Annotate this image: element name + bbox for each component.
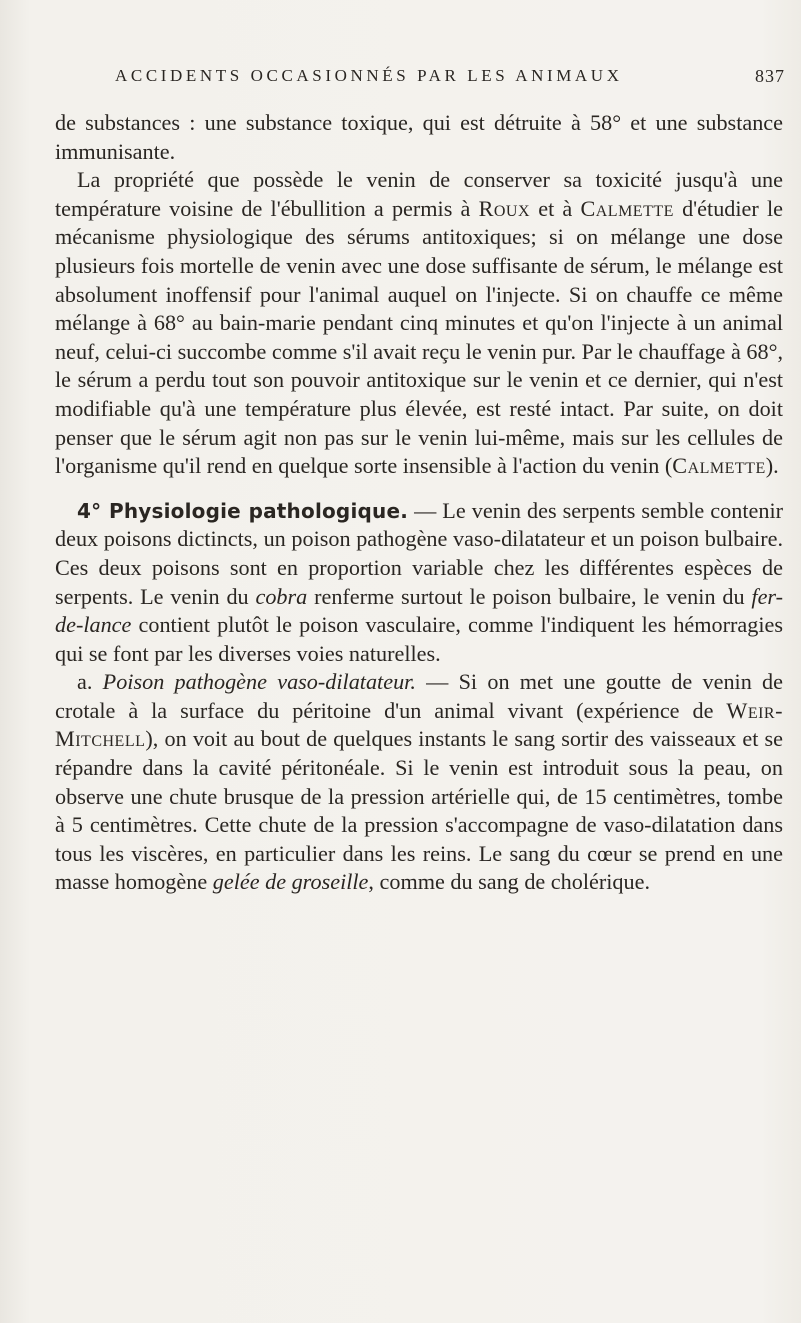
text-span: — Si on met une goutte de venin de crotale à la surface du péritoine d'un animal vivant (expérience de [55, 669, 783, 723]
running-title: ACCIDENTS OCCASIONNÉS PAR LES ANIMAUX [115, 66, 623, 85]
page-number: 837 [755, 66, 785, 86]
text-span: , comme du sang de cholérique. [368, 869, 650, 895]
text-span: d'étudier le mécanisme physiologique des sérums antitoxiques; si on mélange une dose plusieurs fois mortelle de venin avec une dose suffisante de sérum, le mélange est absolument inoffensif pour l'animal auquel on l'injecte. Si on chauffe ce même mélange à 68° au bain-marie pendant cinq minutes et qu'on l'injecte à un animal neuf, celui-ci succombe comme s'il avait reçu le venin pur. Par le chauffage à 68°, le sérum a perdu tout son pouvoir antitoxique sur le venin et ce dernier, qui n'est modifiable qu'à une température plus élevée, est resté intact. Par suite, on doit penser que le sérum agit non pas sur le venin lui-même, mais sur les cellules de l'organisme qu'il rend en quelque sorte insensible à l'action du venin ( [55, 195, 783, 479]
italic-term-fer-de-lance: fer-de-lance [55, 583, 783, 638]
text-span: ), on voit au bout de quelques instants le sang sortir des vaisseaux et se répandre dans la cavité péritonéale. Si le venin est introduit sous la peau, on observe une chute brusque de la pression artérielle qui, de 15 centimètres, tombe à 5 centimètres. Cette chute de la pression s'accompagne de vaso-dilatation dans tous les viscères, en particulier dans les reins. Le sang du cœur se prend en une masse homogène [55, 726, 783, 895]
paragraph-continuation: de substances : une substance toxique, qui est détruite à 58° et une substance immunisante. [55, 110, 783, 164]
section-heading: 4° Physiologie pathologique. [77, 498, 409, 523]
paragraph-serum-mechanism [55, 166, 783, 481]
text-span: contient plutôt le poison vasculaire, comme l'indiquent les hémorragies qui se font par les diverses voies naturelles. [55, 612, 783, 666]
text-span: — Le venin des serpents semble contenir deux poisons dictincts, un poison pathogène vaso-dilatateur et un poison bulbaire. Ces deux poisons sont en proportion variable chez les différentes espèces de serpents. Le venin du [55, 497, 783, 609]
italic-term-gelee: gelée de groseille [212, 869, 369, 895]
author-name-calmette: Calmette [580, 195, 674, 221]
body-text [55, 109, 783, 897]
text-span: ). [765, 453, 779, 479]
author-name-roux: Roux [478, 195, 531, 221]
paragraph-physiology [55, 497, 783, 669]
page-header [115, 66, 785, 94]
text-span: La propriété que possède le venin de conserver sa toxicité jusqu'à une température voisine de l'ébullition a permis à [55, 167, 783, 221]
subsection-heading: Poison pathogène vaso-dilatateur. [102, 669, 416, 695]
author-name-weir-mitchell: Weir-Mitchell [55, 697, 783, 752]
italic-term-cobra: cobra [255, 583, 308, 609]
text-span: renferme surtout le poison bulbaire, le venin du [307, 583, 752, 609]
subsection-label: a. [77, 669, 103, 695]
author-name-calmette: Calmette [672, 453, 766, 479]
paragraph-vaso-dilatateur [55, 668, 783, 897]
text-span: et à [530, 195, 581, 221]
